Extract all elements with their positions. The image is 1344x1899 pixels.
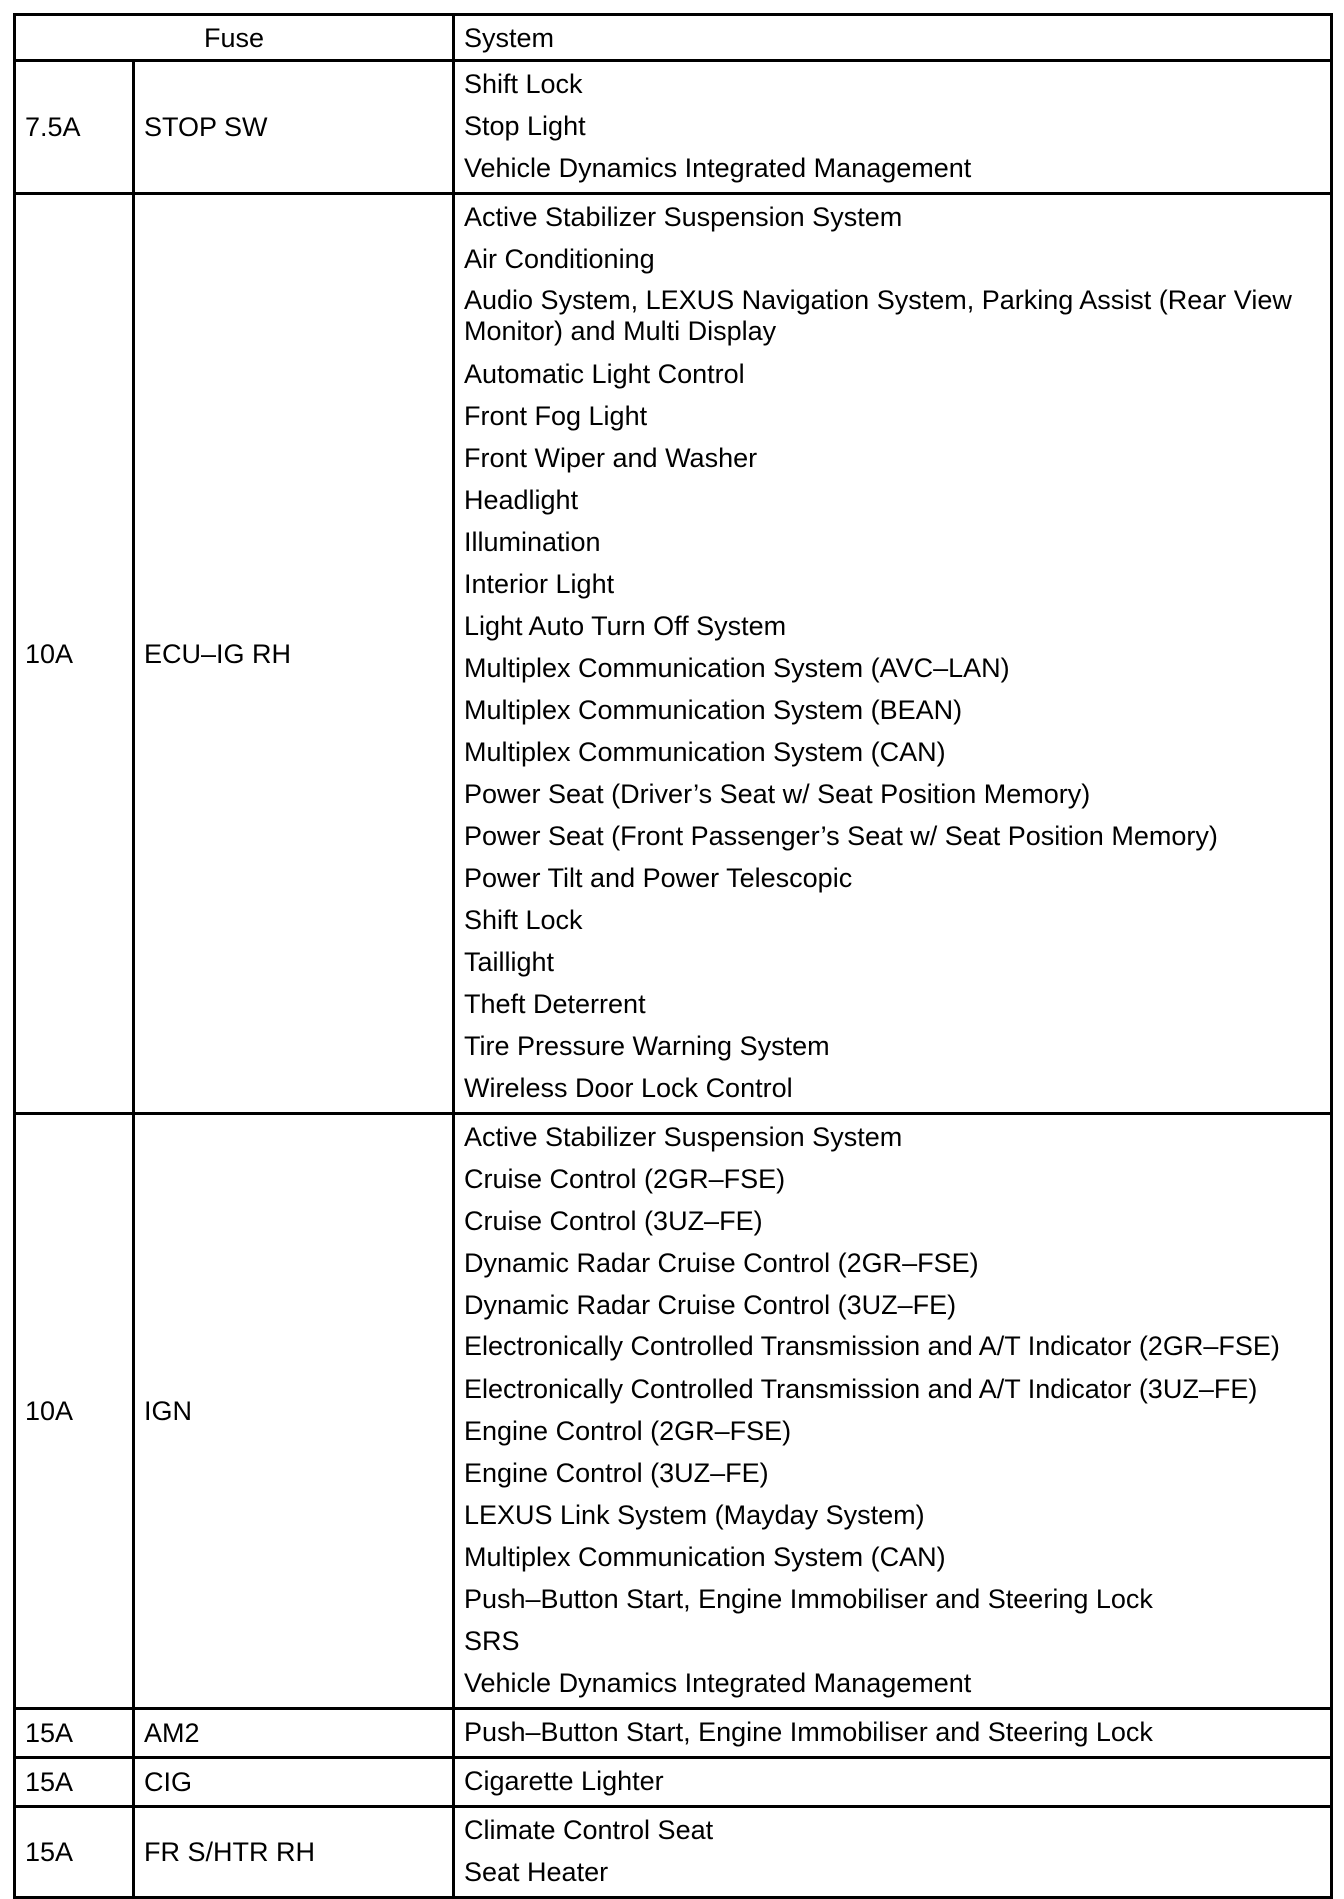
header-row [15, 15, 1332, 61]
system-item: Engine Control (3UZ–FE) [464, 1458, 769, 1488]
system-item: Active Stabilizer Suspension System [464, 202, 903, 232]
table-row [15, 1709, 1332, 1758]
fuse-table [13, 13, 1333, 1899]
fuse-name: AM2 [134, 1709, 454, 1758]
fuse-column-header: Fuse [15, 15, 454, 61]
fuse-table-body [15, 61, 1332, 1898]
fuse-amperage: 15A [15, 1758, 134, 1807]
system-item: Automatic Light Control [464, 359, 745, 389]
system-item: Dynamic Radar Cruise Control (3UZ–FE) [464, 1290, 957, 1320]
system-item: Front Fog Light [464, 401, 648, 431]
system-item: Dynamic Radar Cruise Control (2GR–FSE) [464, 1248, 979, 1278]
system-item: Vehicle Dynamics Integrated Management [464, 1668, 972, 1698]
system-item: SRS [464, 1626, 520, 1656]
fuse-name: FR S/HTR RH [134, 1807, 454, 1898]
system-item: Multiplex Communication System (AVC–LAN) [464, 653, 1010, 683]
system-item: Power Tilt and Power Telescopic [464, 863, 853, 893]
system-item: Tire Pressure Warning System [464, 1031, 830, 1061]
system-item: Headlight [464, 485, 579, 515]
system-item: LEXUS Link System (Mayday System) [464, 1500, 925, 1530]
system-list [454, 1709, 1332, 1758]
system-item: Seat Heater [464, 1857, 609, 1887]
system-item: Cruise Control (2GR–FSE) [464, 1164, 786, 1194]
system-item: Electronically Controlled Transmission and A/T Indicator (3UZ–FE) [464, 1374, 1258, 1404]
fuse-amperage: 10A [15, 194, 134, 1114]
table-row [15, 194, 1332, 1114]
system-list [454, 1114, 1332, 1709]
system-item: Light Auto Turn Off System [464, 611, 787, 641]
system-item: Power Seat (Front Passenger’s Seat w/ Seat Position Memory) [464, 821, 1218, 851]
table-row [15, 61, 1332, 194]
system-item: Push–Button Start, Engine Immobiliser and Steering Lock [464, 1717, 1153, 1747]
system-item: Cruise Control (3UZ–FE) [464, 1206, 763, 1236]
fuse-name: ECU–IG RH [134, 194, 454, 1114]
table-row [15, 1114, 1332, 1709]
system-item: Taillight [464, 947, 555, 977]
fuse-name: STOP SW [134, 61, 454, 194]
system-item: Wireless Door Lock Control [464, 1073, 793, 1103]
system-item: Cigarette Lighter [464, 1766, 664, 1796]
table-row [15, 1807, 1332, 1898]
system-item: Audio System, LEXUS Navigation System, Parking Assist (Rear View Monitor) and Multi Display [464, 285, 1292, 346]
system-item: Vehicle Dynamics Integrated Management [464, 153, 972, 183]
fuse-amperage: 10A [15, 1114, 134, 1709]
system-item: Air Conditioning [464, 244, 655, 274]
system-list [454, 1758, 1332, 1807]
system-item: Active Stabilizer Suspension System [464, 1122, 903, 1152]
system-list [454, 1807, 1332, 1898]
system-item: Electronically Controlled Transmission and A/T Indicator (2GR–FSE) [464, 1331, 1280, 1361]
system-column-header: System [454, 15, 1332, 61]
system-item: Multiplex Communication System (BEAN) [464, 695, 963, 725]
fuse-amperage: 15A [15, 1709, 134, 1758]
fuse-amperage: 7.5A [15, 61, 134, 194]
system-item: Push–Button Start, Engine Immobiliser and Steering Lock [464, 1584, 1153, 1614]
system-list [454, 194, 1332, 1114]
system-item: Multiplex Communication System (CAN) [464, 737, 946, 767]
system-item: Stop Light [464, 111, 586, 141]
system-item: Shift Lock [464, 69, 583, 99]
system-item: Theft Deterrent [464, 989, 646, 1019]
system-item: Engine Control (2GR–FSE) [464, 1416, 792, 1446]
fuse-name: CIG [134, 1758, 454, 1807]
fuse-name: IGN [134, 1114, 454, 1709]
system-item: Illumination [464, 527, 601, 557]
system-item: Climate Control Seat [464, 1815, 714, 1845]
fuse-amperage: 15A [15, 1807, 134, 1898]
table-row [15, 1758, 1332, 1807]
system-item: Front Wiper and Washer [464, 443, 758, 473]
system-item: Interior Light [464, 569, 615, 599]
system-item: Power Seat (Driver’s Seat w/ Seat Position Memory) [464, 779, 1091, 809]
system-item: Multiplex Communication System (CAN) [464, 1542, 946, 1572]
system-list [454, 61, 1332, 194]
system-item: Shift Lock [464, 905, 583, 935]
